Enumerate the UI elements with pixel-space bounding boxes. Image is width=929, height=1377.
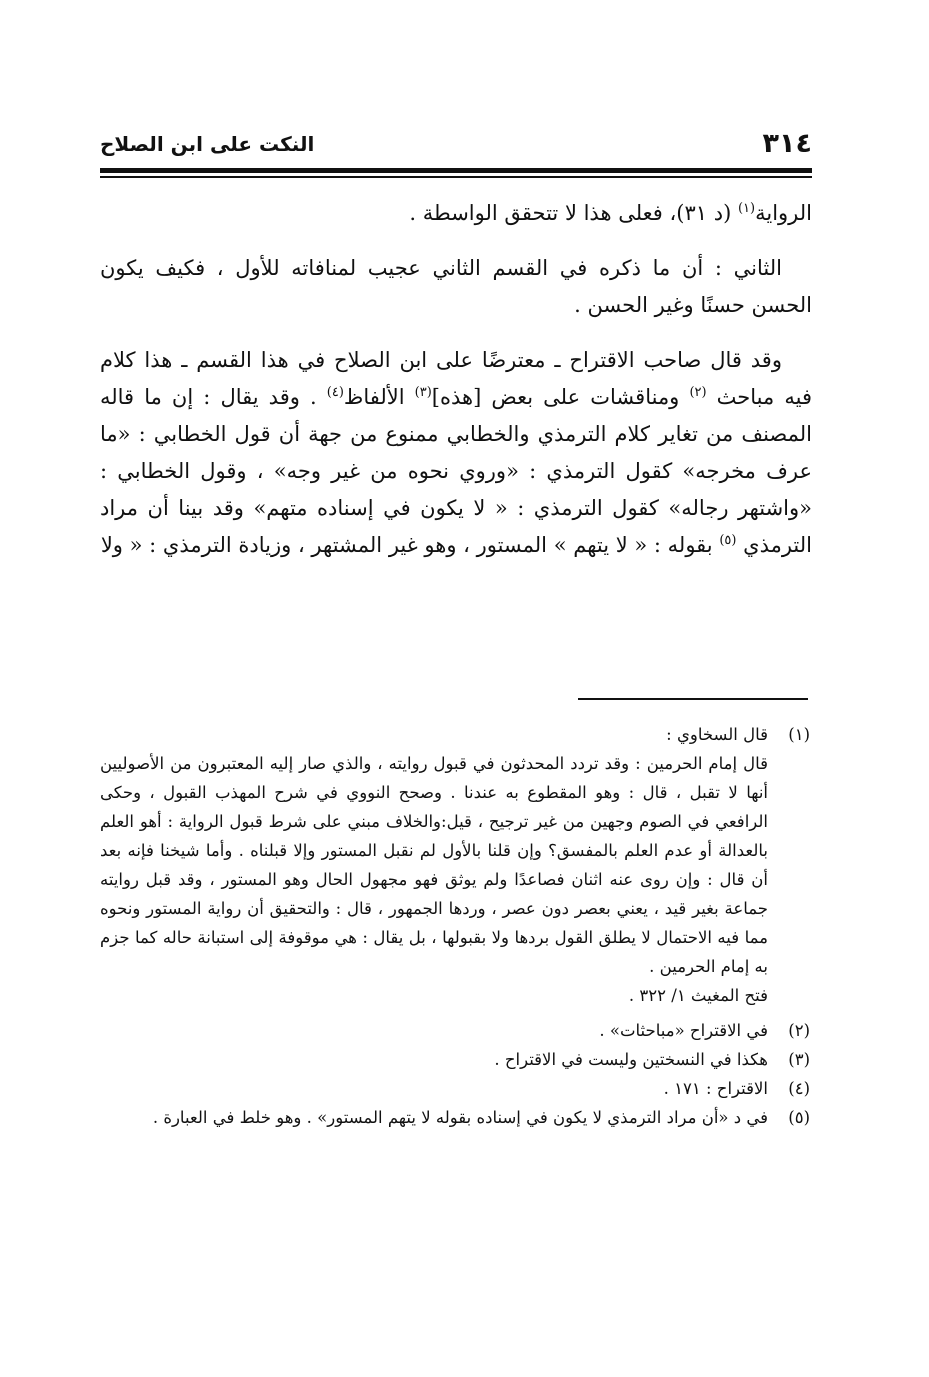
page-header — [100, 128, 812, 164]
footnote-1-number: (١) — [788, 725, 810, 744]
footnote-3: (٣)هكذا في النسختين وليست في الاقتراح . — [100, 1045, 810, 1074]
main-text — [100, 195, 812, 582]
footnote-ref-1: (١) — [737, 201, 756, 216]
footnote-1-quote: قال إمام الحرمين : وقد تردد المحدثون في قبول روايته ، والذي صار إليه المعتبرون من الأصوليين أنها لا تقبل ، قال : وهو المقطوع به عندنا . وصحح النووي في شرح المهذب القبول ، وحكى الرافعي في الصوم وجهين من غير ترجيح ، قيل:والخلاف مبني على شرط قبول الرواية : أهو العلم بالعدالة أو عدم العلم بالمفسق؟ وإن قلنا بالأول لم نقبل المستور وإلا قبلناه . وأما شيخنا فإنه بعد أن قال : وإن روى عنه اثنان فصاعدًا ولم يوثق فهو مجهول الحال وهو المستور ، وقد قبل روايته جماعة بغير قيد ، يعني بعصر دون عصر ، وردها الجمهور ، قال : والتحقيق أن رواية المستور ونحوه مما فيه الاحتمال لا يطلق القول بردها ولا بقبولها ، بل يقال : هي موقوفة إلى استبانة حاله كما جزم به إمام الحرمين . — [100, 754, 768, 976]
page-number: ٣١٤ — [762, 128, 812, 159]
footnote-ref-3: (٣) — [414, 385, 432, 400]
running-title: النكت على ابن الصلاح — [100, 132, 315, 156]
footnote-1: (١)قال السخاوي : — [100, 720, 810, 749]
footnote-4: (٤)الاقتراح : ١٧١ . — [100, 1074, 810, 1103]
paragraph-3: وقد قال صاحب الاقتراح ـ معترضًا على ابن الصلاح في هذا القسم ـ هذا كلام فيه مباحث $^{(٢)}$ ومناقشات على بعض [هذه]$^{(٣)}$ الألفاظ$^{(٤)}$ . وقد يقال : إن ما قاله المصنف من تغاير كلام الترمذي والخطابي ممنوع من جهة أن قول الخطابي : «ما عرف مخرجه» كقول الترمذي : «وروي نحوه من غير وجه» ، وقول الخطابي : «واشتهر رجاله» كقول الترمذي : « لا يكون في إسناده متهم» وقد بينا أن مراد الترمذي $^{(٥)}$ بقوله : « لا يتهم » المستور ، وهو غير المشتهر ، وزيادة الترمذي : « ولا — [100, 348, 812, 557]
footnote-5: (٥)في د «أن مراد الترمذي لا يكون في إسناده بقوله لا يتهم المستور» . وهو خلط في العبارة . — [100, 1103, 810, 1132]
footnote-2: (٢)في الاقتراح «مباحثات» . — [100, 1016, 810, 1045]
header-rule-thick — [100, 168, 812, 173]
footnotes — [100, 720, 810, 1132]
paragraph-2: الثاني : أن ما ذكره في القسم الثاني عجيب لمنافاته للأول ، فكيف يكون الحسن حسنًا وغير الحسن . — [100, 256, 812, 317]
header-rule-thin — [100, 176, 812, 178]
footnote-2-number: (٢) — [788, 1021, 810, 1040]
footnote-ref-5: (٥) — [719, 533, 737, 548]
paragraph-1: الرواية$^{(١)}$ (د ٣١)، فعلى هذا لا تتحقق الواسطة . — [409, 201, 812, 225]
footnote-ref-2: (٢) — [689, 385, 707, 400]
footnote-1-source: فتح المغيث ١/ ٣٢٢ . — [628, 986, 768, 1005]
footnote-separator — [578, 698, 808, 700]
footnote-4-number: (٤) — [788, 1079, 810, 1098]
footnote-5-number: (٥) — [788, 1108, 810, 1127]
footnote-ref-4: (٤) — [326, 385, 344, 400]
footnote-3-number: (٣) — [788, 1050, 810, 1069]
